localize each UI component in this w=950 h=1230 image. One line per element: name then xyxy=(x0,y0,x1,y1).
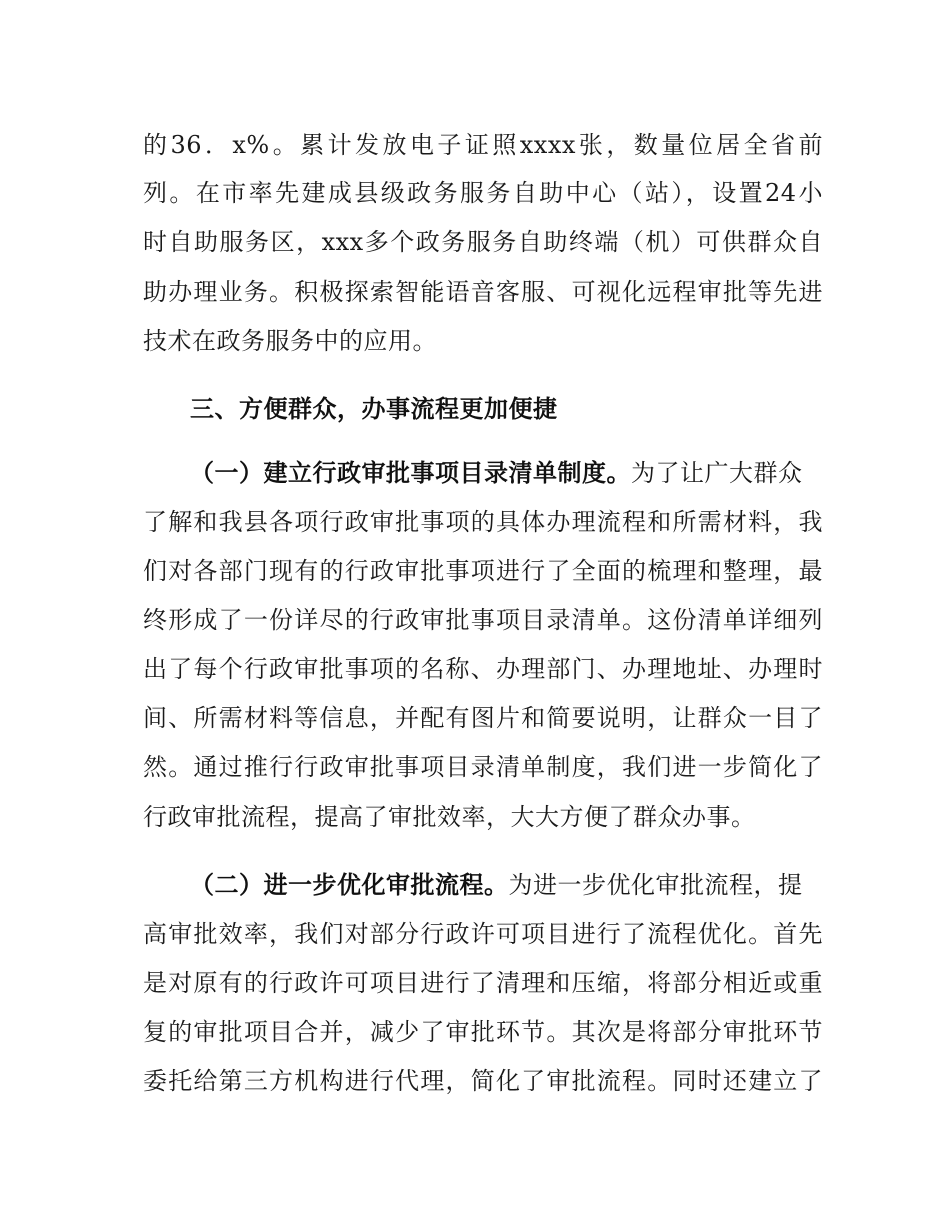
paragraph-1-line-3: 时自助服务区，xxx多个政务服务自助终端（机）可供群众自 xyxy=(143,228,823,256)
paragraph-2-line-2: 了解和我县各项行政审批事项的具体办理流程和所需材料，我 xyxy=(143,508,823,536)
paragraph-2-line-6: 间、所需材料等信息，并配有图片和简要说明，让群众一目了 xyxy=(143,704,823,732)
paragraph-1-line-5: 技术在政务服务中的应用。 xyxy=(143,327,437,355)
paragraph-2-line-4: 终形成了一份详尽的行政审批事项目录清单。这份清单详细列 xyxy=(143,606,823,634)
paragraph-1-line-4: 助办理业务。积极探索智能语音客服、可视化远程审批等先进 xyxy=(143,278,823,306)
paragraph-2-line-5: 出了每个行政审批事项的名称、办理部门、办理地址、办理时 xyxy=(143,655,823,683)
paragraph-2-line-3: 们对各部门现有的行政审批事项进行了全面的梳理和整理，最 xyxy=(143,557,823,585)
paragraph-2-line-8: 行政审批流程，提高了审批效率，大大方便了群众办事。 xyxy=(143,803,756,831)
paragraph-2-first-line-rest: 为了让广大群众 xyxy=(631,459,803,487)
paragraph-3-line-5: 委托给第三方机构进行代理，简化了审批流程。同时还建立了 xyxy=(143,1067,823,1095)
paragraph-3-first-line-rest: 为进一步优化审批流程，提 xyxy=(508,871,803,899)
paragraph-3-first-line xyxy=(190,865,823,905)
section-heading: 三、方便群众，办事流程更加便捷 xyxy=(190,395,558,423)
paragraph-2-lead: （一）建立行政审批事项目录清单制度。 xyxy=(190,459,631,487)
paragraph-3-line-3: 是对原有的行政许可项目进行了清理和压缩，将部分相近或重 xyxy=(143,969,823,997)
paragraph-3-line-4: 复的审批项目合并，减少了审批环节。其次是将部分审批环节 xyxy=(143,1018,823,1046)
paragraph-3-lead: （二）进一步优化审批流程。 xyxy=(190,871,509,899)
paragraph-1-line-1: 的36．x%。累计发放电子证照xxxx张，数量位居全省前 xyxy=(143,131,823,159)
paragraph-2-line-7: 然。通过推行行政审批事项目录清单制度，我们进一步简化了 xyxy=(143,753,823,781)
paragraph-1-line-2: 列。在市率先建成县级政务服务自助中心（站），设置24小 xyxy=(143,179,823,207)
paragraph-2-first-line xyxy=(190,453,823,493)
paragraph-3-line-2: 高审批效率，我们对部分行政许可项目进行了流程优化。首先 xyxy=(143,920,823,948)
